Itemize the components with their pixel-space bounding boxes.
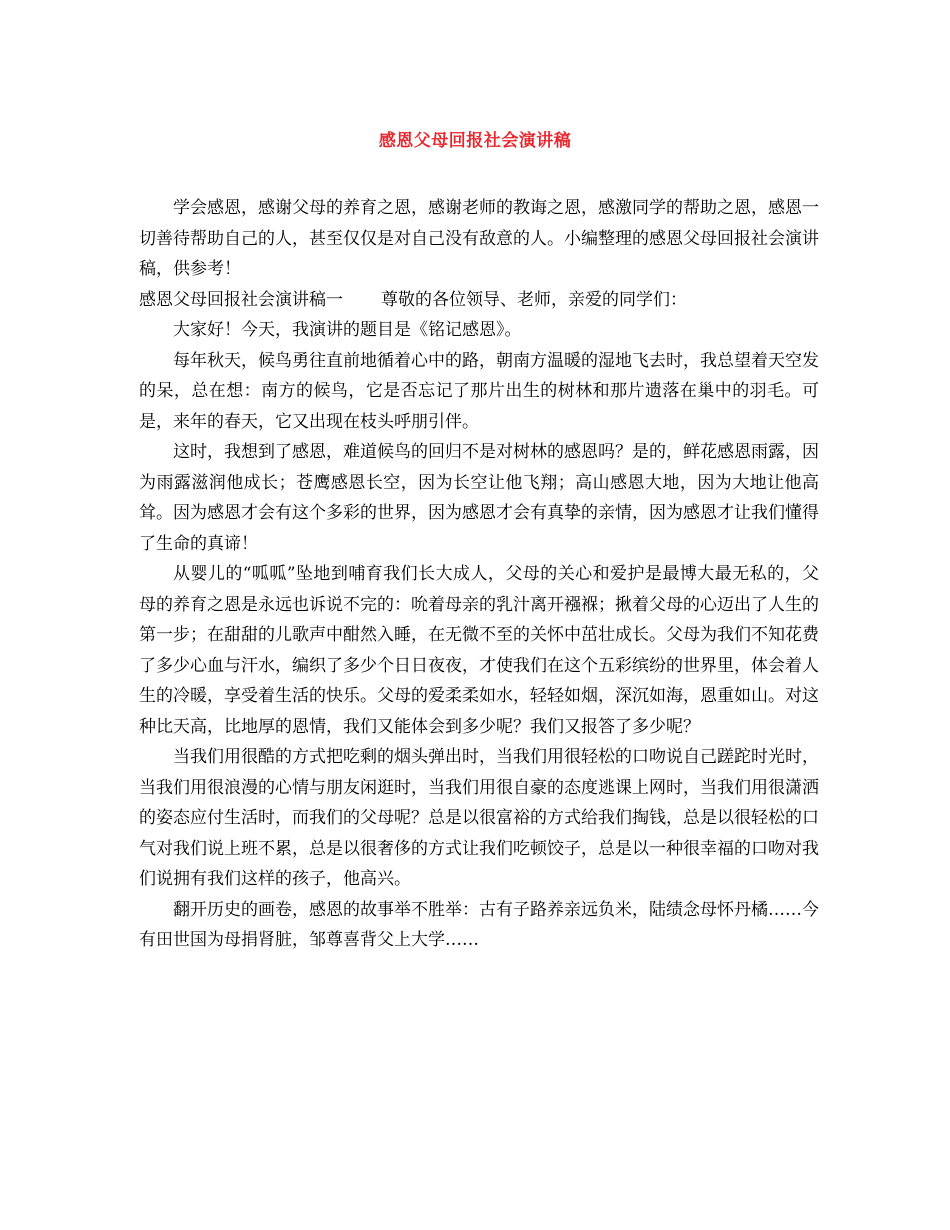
intro-paragraph: 学会感恩，感谢父母的养育之恩，感谢老师的教诲之恩，感激同学的帮助之恩，感恩一切善待帮助自己的人，甚至仅仅是对自己没有敌意的人。小编整理的感恩父母回报社会演讲稿，供参考！ (139, 198, 819, 279)
body-paragraph: 从婴儿的“呱呱”坠地到哺育我们长大成人，父母的关心和爱护是最博大最无私的，父母的养育之恩是永远也诉说不完的：吮着母亲的乳汁离开襁褓；揪着父母的心迈出了人生的第一步；在甜甜的儿歌声中酣然入睡，在无微不至的关怀中茁壮成长。父母为我们不知花费了多少心血与汗水，编织了多少个日日夜夜，才使我们在这个五彩缤纷的世界里，体会着人生的冷暖，享受着生活的快乐。父母的爱柔柔如水，轻轻如烟，深沉如海，恩重如山。对这种比天高，比地厚的恩情，我们又能体会到多少呢？我们又报答了多少呢？ (139, 564, 819, 737)
body-paragraph: 大家好！今天，我演讲的题目是《铭记感恩》。 (173, 320, 522, 340)
section-heading-line (139, 285, 819, 316)
body-paragraph: 这时，我想到了感恩，难道候鸟的回归不是对树林的感恩吗？是的，鲜花感恩雨露，因为雨露滋润他成长；苍鹰感恩长空，因为长空让他飞翔；高山感恩大地，因为大地让他高耸。因为感恩才会有这个多彩的世界，因为感恩才会有真挚的亲情，因为感恩才让我们懂得了生命的真谛！ (139, 442, 819, 554)
body-paragraph: 每年秋天，候鸟勇往直前地循着心中的路，朝南方温暖的湿地飞去时，我总望着天空发的呆，总在想：南方的候鸟，它是否忘记了那片出生的树林和那片遗落在巢中的羽毛。可是，来年的春天，它又出现在枝头呼朋引伴。 (139, 350, 819, 432)
document-title: 感恩父母回报社会演讲稿 (378, 131, 572, 151)
body-paragraph: 翻开历史的画卷，感恩的故事举不胜举：古有子路养亲远负米，陆绩念母怀丹橘……今有田世国为母捐肾脏，邹尊喜背父上大学…… (139, 899, 819, 950)
salutation: 尊敬的各位领导、老师，亲爱的同学们： (381, 289, 687, 310)
document-body (139, 193, 819, 956)
section-heading: 感恩父母回报社会演讲稿一 (139, 289, 343, 310)
body-paragraph: 当我们用很酷的方式把吃剩的烟头弹出时，当我们用很轻松的口吻说自己蹉跎时光时，当我们用很浪漫的心情与朋友闲逛时，当我们用很自豪的态度逃课上网时，当我们用很潇洒的姿态应付生活时，而我们的父母呢？总是以很富裕的方式给我们掏钱，总是以很轻松的口气对我们说上班不累，总是以很奢侈的方式让我们吃顿饺子，总是以一种很幸福的口吻对我们说拥有我们这样的孩子，他高兴。 (139, 747, 819, 889)
